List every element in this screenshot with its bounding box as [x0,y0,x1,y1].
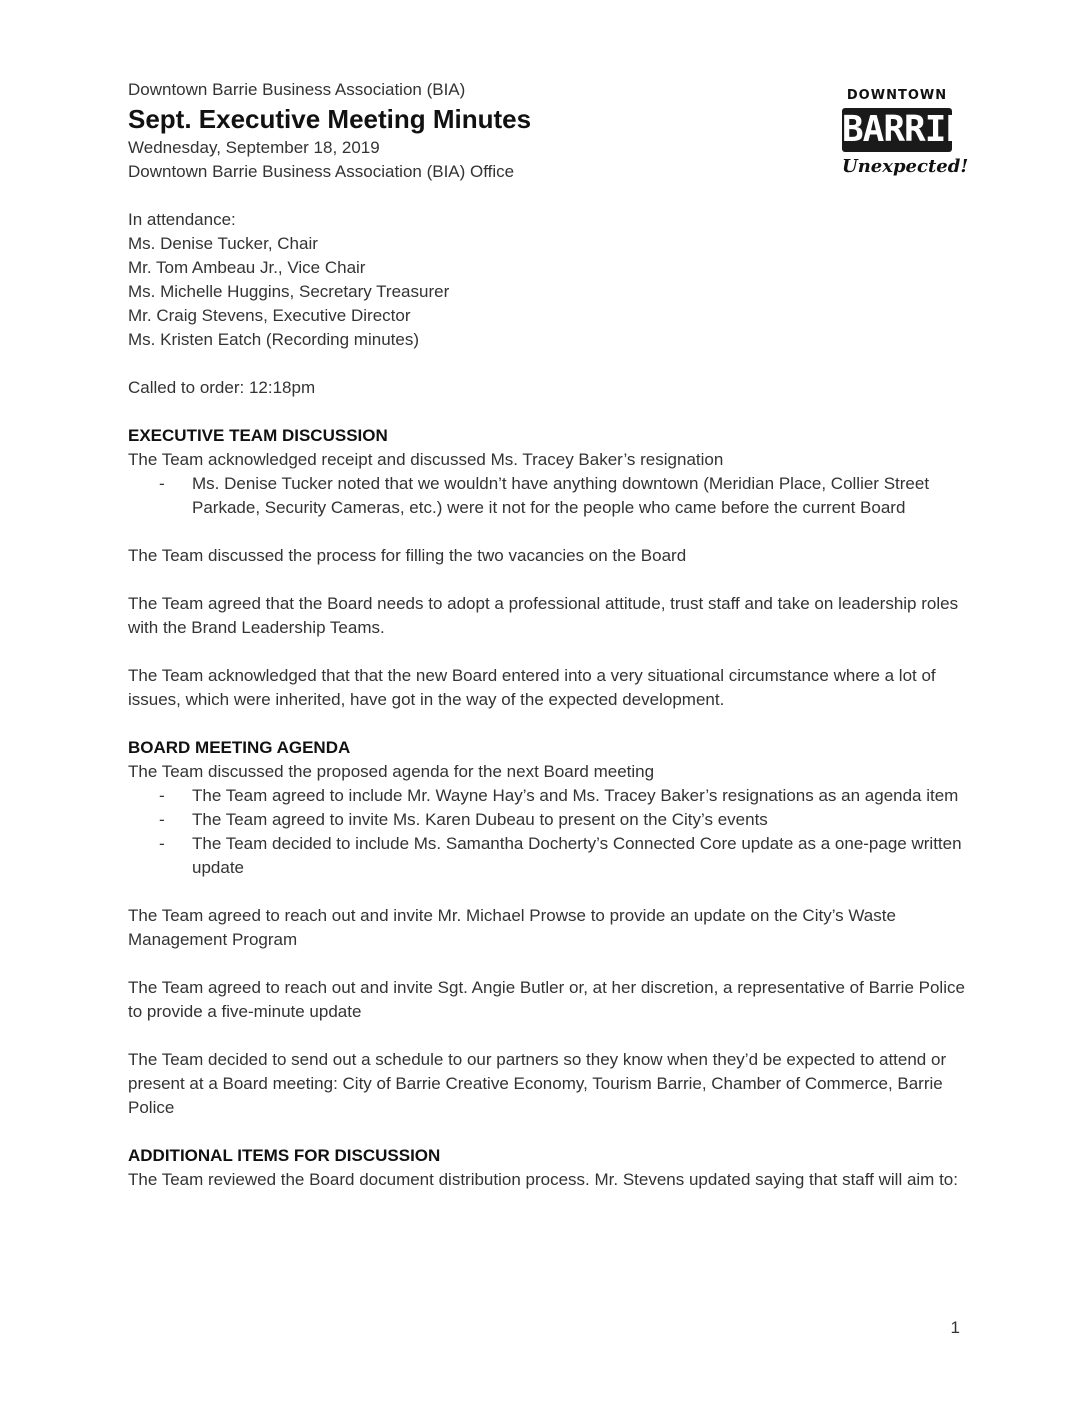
page-number: 1 [950,1318,960,1337]
logo-main-text: BARRIE [842,109,967,150]
meeting-date: Wednesday, September 18, 2019 [128,138,380,157]
list-item-text: The Team decided to include Ms. Samantha Docherty’s Connected Core update as a one-page written update [192,834,962,877]
list-item [128,472,968,520]
attendee: Mr. Tom Ambeau Jr., Vice Chair [128,258,366,277]
section-heading: ADDITIONAL ITEMS FOR DISCUSSION [128,1146,441,1165]
list-item [128,832,968,880]
paragraph: The Team discussed the process for filling the two vacancies on the Board [128,546,687,565]
list-item-text: Ms. Denise Tucker noted that we wouldn’t have anything downtown (Meridian Place, Collier Street Parkade, Security Cameras, etc.) were it not for the people who came before the current Board [192,474,930,517]
called-to-order: Called to order: 12:18pm [128,378,316,397]
paragraph: The Team agreed to reach out and invite Mr. Michael Prowse to provide an update on the City’s Waste Management Program [128,906,896,949]
meeting-location: Downtown Barrie Business Association (BIA) Office [128,162,515,181]
paragraph: The Team acknowledged that that the new Board entered into a very situational circumstance where a lot of issues, which were inherited, have got in the way of the expected development. [128,666,936,709]
dash-bullet: - [159,834,165,853]
list-item-text: The Team agreed to invite Ms. Karen Dubeau to present on the City’s events [192,810,768,829]
logo-tagline: Unexpected! [842,156,969,177]
dash-bullet: - [159,810,165,829]
section-executive-team [128,424,968,712]
paragraph: The Team decided to send out a schedule to our partners so they know when they’d be expected to attend or present at a Board meeting: City of Barrie Creative Economy, Tourism Barrie, Chamber of Commerce, Barrie Police [128,1050,947,1117]
org-name: Downtown Barrie Business Association (BIA) [128,80,466,99]
bullet-list [128,784,968,880]
list-item [128,784,968,808]
section-intro: The Team acknowledged receipt and discussed Ms. Tracey Baker’s resignation [128,450,724,469]
page-title: Sept. Executive Meeting Minutes [128,104,532,134]
attendee: Ms. Michelle Huggins, Secretary Treasurer [128,282,450,301]
attendee: Ms. Denise Tucker, Chair [128,234,318,253]
list-item [128,808,968,832]
paragraph: The Team agreed to reach out and invite Sgt. Angie Butler or, at her discretion, a representative of Barrie Police to provide a five-minute update [128,978,965,1021]
section-additional-items [128,1144,968,1192]
paragraph: The Team agreed that the Board needs to adopt a professional attitude, trust staff and take on leadership roles with the Brand Leadership Teams. [128,594,959,637]
list-item-text: The Team agreed to include Mr. Wayne Hay’s and Ms. Tracey Baker’s resignations as an agenda item [192,786,959,805]
attendee: Mr. Craig Stevens, Executive Director [128,306,411,325]
section-heading: BOARD MEETING AGENDA [128,738,351,757]
document-body [128,78,968,1192]
section-board-agenda [128,736,968,1120]
attendee: Ms. Kristen Eatch (Recording minutes) [128,330,419,349]
dash-bullet: - [159,474,165,493]
section-heading: EXECUTIVE TEAM DISCUSSION [128,426,388,445]
attendance-block [128,208,968,352]
section-intro: The Team reviewed the Board document distribution process. Mr. Stevens updated saying that staff will aim to: [128,1170,958,1189]
section-intro: The Team discussed the proposed agenda for the next Board meeting [128,762,655,781]
logo-top-text: DOWNTOWN [846,88,948,103]
dash-bullet: - [159,786,165,805]
attendance-label: In attendance: [128,210,236,229]
bullet-list [128,472,968,520]
